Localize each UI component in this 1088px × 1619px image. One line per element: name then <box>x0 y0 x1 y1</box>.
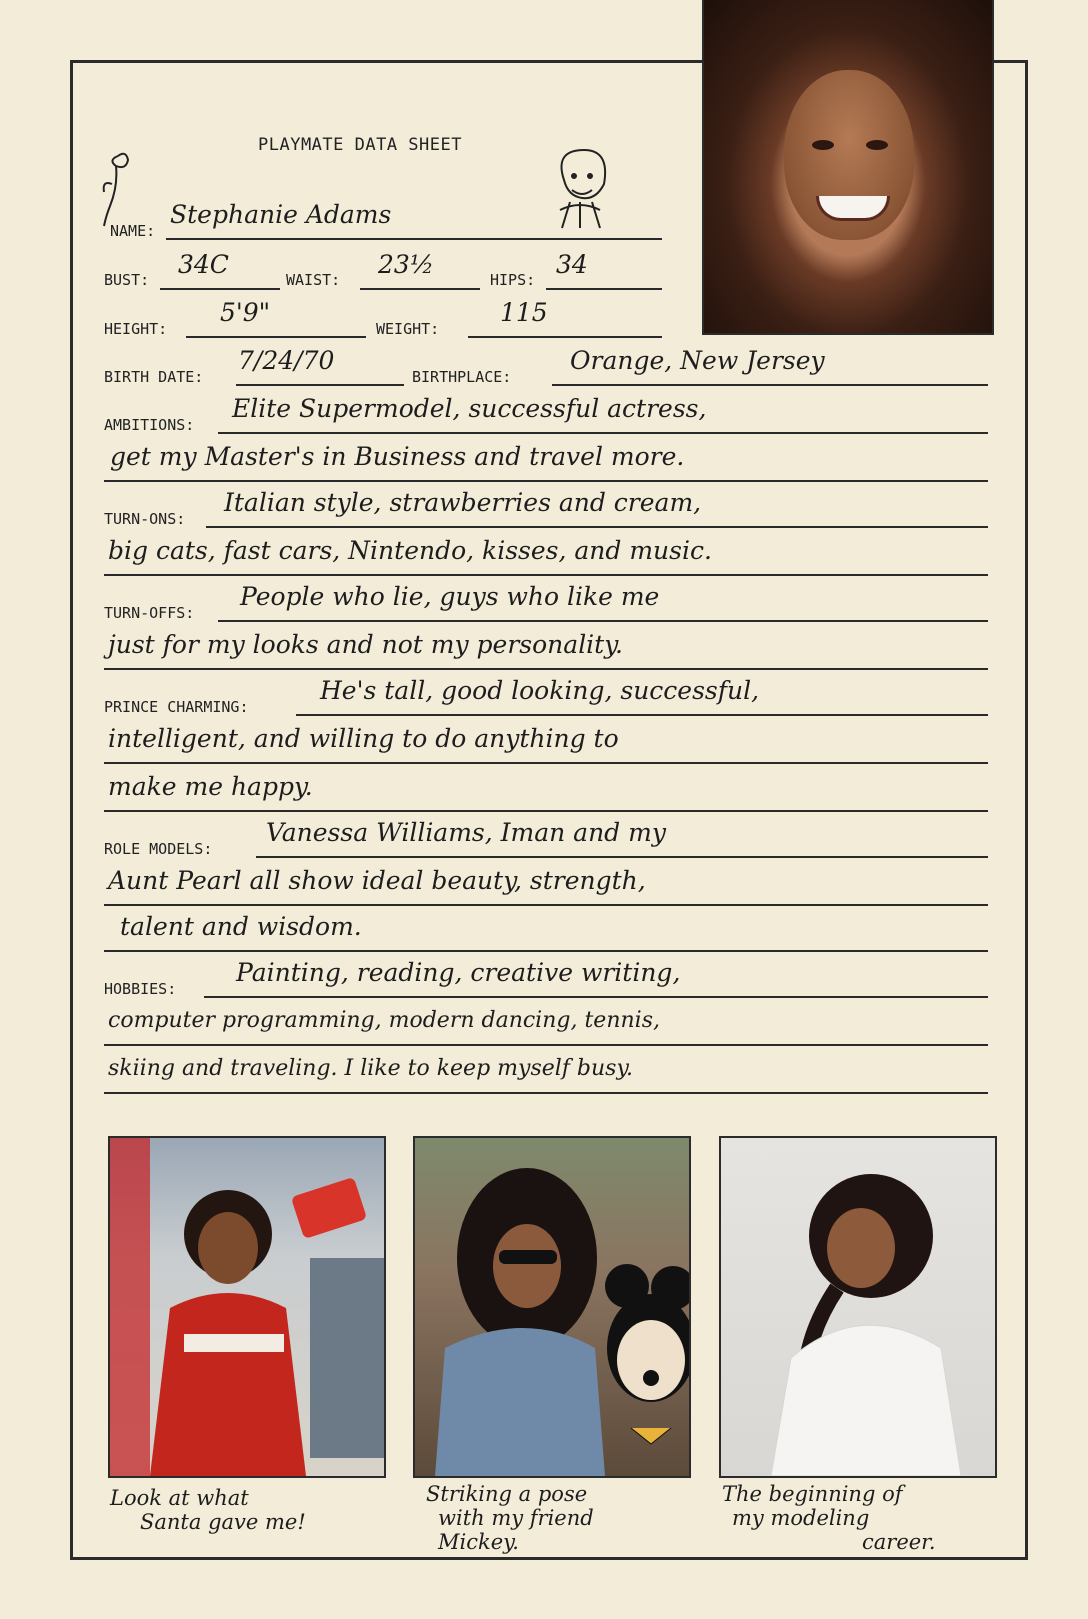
childhood-photo <box>108 1136 386 1478</box>
rolemodels-text-1: Vanessa Williams, Iman and my <box>266 818 666 847</box>
caption-santa-line-2: Santa gave me! <box>140 1510 306 1534</box>
waist-value: 23½ <box>378 250 435 279</box>
rolemodels-label: ROLE MODELS: <box>104 840 213 858</box>
prince-text-2: intelligent, and willing to do anything to <box>108 724 619 753</box>
hips-label: HIPS: <box>490 271 536 289</box>
portrait-eye-right <box>866 140 888 150</box>
ambitions-label: AMBITIONS: <box>104 416 195 434</box>
hips-value: 34 <box>556 250 588 279</box>
height-line <box>186 306 366 338</box>
bust-label: BUST: <box>104 271 150 289</box>
weight-value: 115 <box>500 298 548 327</box>
sheet-title: PLAYMATE DATA SHEET <box>258 135 462 155</box>
caption-modeling-line-1: The beginning of <box>722 1482 903 1506</box>
caption-modeling-line-2: my modeling <box>732 1506 870 1530</box>
hobbies-text-2: computer programming, modern dancing, tennis, <box>108 1008 660 1033</box>
caption-mickey-line-3: Mickey. <box>438 1530 519 1554</box>
modeling-photo-illustration <box>721 1138 995 1476</box>
childhood-photo-illustration <box>110 1138 384 1476</box>
caption-modeling <box>722 1482 936 1554</box>
turnoffs-text-1: People who lie, guys who like me <box>240 582 660 611</box>
name-label: NAME: <box>110 222 156 240</box>
ambitions-text-1: Elite Supermodel, successful actress, <box>232 394 707 423</box>
modeling-photo <box>719 1136 997 1478</box>
bust-value: 34C <box>178 250 229 279</box>
prince-text-3: make me happy. <box>108 772 313 801</box>
ambitions-text-2: get my Master's in Business and travel more. <box>110 442 685 471</box>
turnoffs-label: TURN-OFFS: <box>104 604 195 622</box>
rolemodels-text-3: talent and wisdom. <box>120 912 362 941</box>
hobbies-label: HOBBIES: <box>104 980 177 998</box>
portrait-eye-left <box>812 140 834 150</box>
rose-doodle-icon <box>96 148 136 228</box>
turnoffs-text-2: just for my looks and not my personality. <box>108 630 623 659</box>
caption-mickey-line-1: Striking a pose <box>426 1482 588 1506</box>
hobbies-text-1: Painting, reading, creative writing, <box>236 958 681 987</box>
name-value: Stephanie Adams <box>170 200 392 229</box>
turnons-label: TURN-ONS: <box>104 510 186 528</box>
birthplace-label: BIRTHPLACE: <box>412 368 512 386</box>
height-value: 5'9" <box>220 298 271 327</box>
caption-santa <box>110 1486 306 1534</box>
caption-mickey-line-2: with my friend <box>438 1506 594 1530</box>
mickey-photo-illustration <box>415 1138 689 1476</box>
height-label: HEIGHT: <box>104 320 168 338</box>
turnons-text-2: big cats, fast cars, Nintendo, kisses, and music. <box>108 536 712 565</box>
mickey-photo <box>413 1136 691 1478</box>
birthdate-label: BIRTH DATE: <box>104 368 204 386</box>
birthdate-value: 7/24/70 <box>238 346 335 375</box>
birthplace-value: Orange, New Jersey <box>570 346 825 375</box>
weight-label: WEIGHT: <box>376 320 440 338</box>
turnons-text-1: Italian style, strawberries and cream, <box>224 488 702 517</box>
hobbies-text-3: skiing and traveling. I like to keep myself busy. <box>108 1056 633 1081</box>
caption-modeling-line-3: career. <box>862 1530 936 1554</box>
caption-mickey <box>426 1482 594 1554</box>
portrait-photo <box>702 0 994 335</box>
weight-line <box>468 306 662 338</box>
prince-text-1: He's tall, good looking, successful, <box>320 676 760 705</box>
rolemodels-text-2: Aunt Pearl all show ideal beauty, strength, <box>108 866 646 895</box>
caption-santa-line-1: Look at what <box>110 1486 249 1510</box>
waist-label: WAIST: <box>286 271 341 289</box>
prince-label: PRINCE CHARMING: <box>104 698 249 716</box>
